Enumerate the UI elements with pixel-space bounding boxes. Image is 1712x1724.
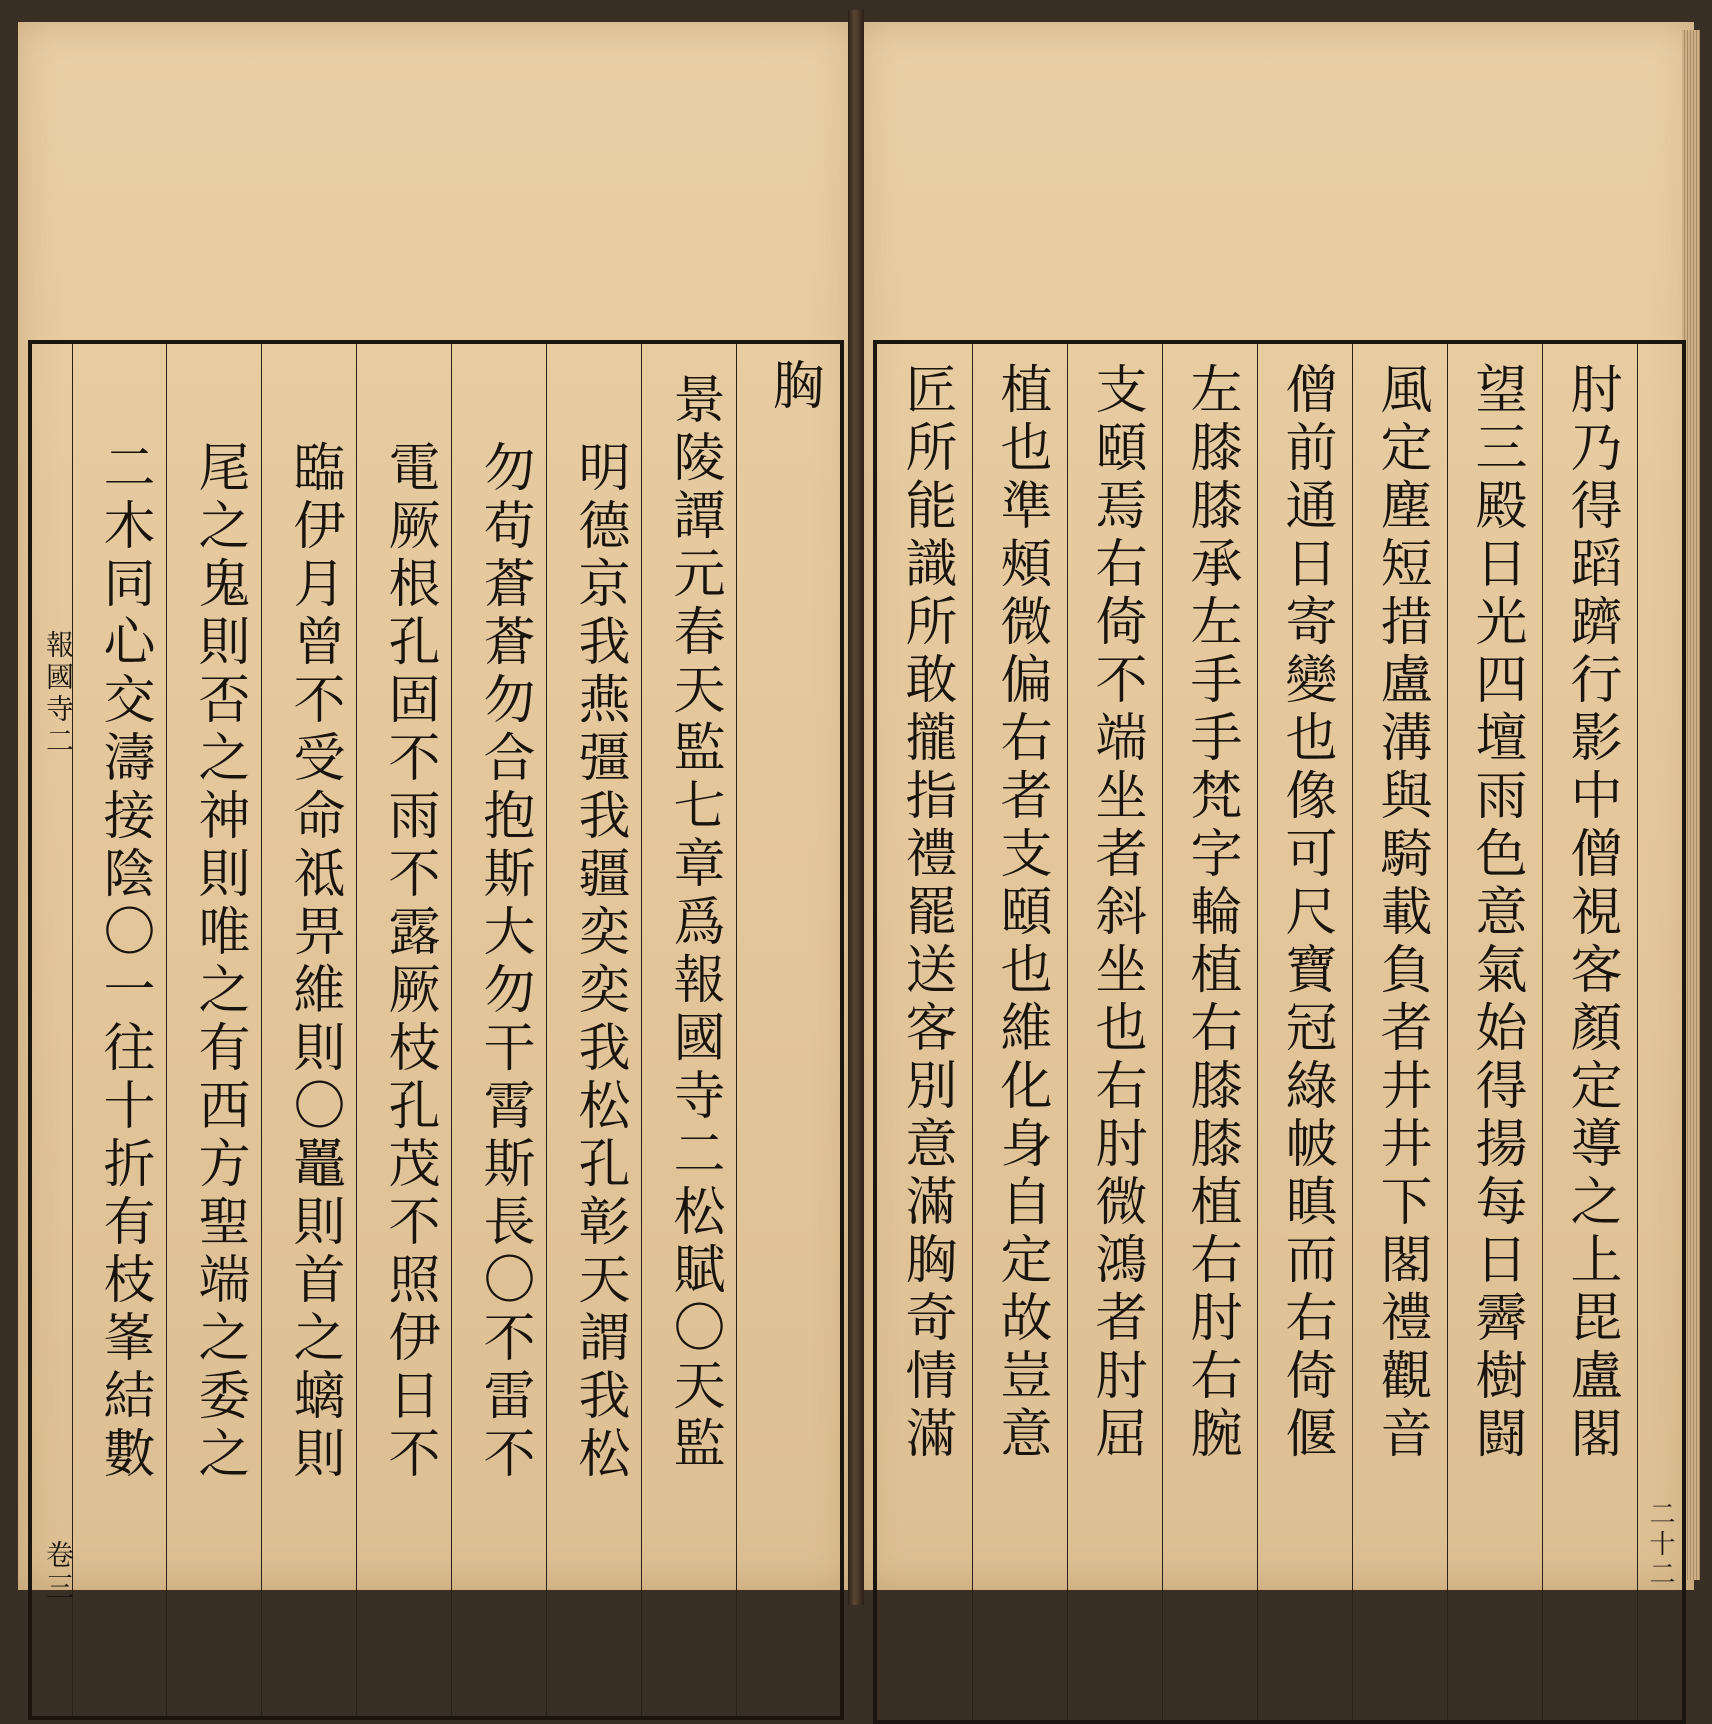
column-rule (356, 344, 357, 1716)
column-rule (641, 344, 642, 1716)
column-rule (166, 344, 167, 1716)
column-text: 望三殿日光四壇雨色意氣始得揚每日霽樹闘 (1466, 362, 1526, 1464)
column-rule (1067, 344, 1068, 1720)
column-text: 明德京我燕彊我疆奕奕我松孔彰天謂我松 (569, 440, 629, 1484)
column-text: 臨伊月曾不受命祗畀維則〇鼉則首之螭則 (284, 440, 344, 1484)
column-rule (736, 344, 737, 1716)
margin-title: 報國寺二 (42, 630, 75, 758)
column-rule (72, 344, 73, 1716)
column-rule (1257, 344, 1258, 1720)
column-text: 僧前通日寄變也像可尺寶冠綠帔瞋而右倚偃 (1276, 362, 1336, 1464)
header-rule (1640, 340, 1680, 344)
column-text: 肘乃得蹈躋行影中僧視客顏定導之上毘盧閣 (1561, 362, 1621, 1464)
column-text: 左膝膝承左手手梵字輪植右膝膝植右肘右腕 (1181, 362, 1241, 1464)
column-rule (546, 344, 547, 1716)
column-rule (1447, 344, 1448, 1720)
margin-volume: 卷三 (42, 1540, 75, 1604)
column-text: 勿苟蒼蒼勿合抱斯大勿干霄斯長〇不雷不 (474, 440, 534, 1484)
column-text: 景陵譚元春天監七章爲報國寺二松賦〇天監 (664, 372, 724, 1474)
column-rule (1352, 344, 1353, 1720)
column-text: 胸 (763, 358, 823, 410)
column-rule (451, 344, 452, 1716)
column-text: 風定塵短措盧溝與騎載負者井井下閣禮觀音 (1371, 362, 1431, 1464)
column-rule (1162, 344, 1163, 1720)
column-rule (1637, 344, 1638, 1720)
column-text: 電厥根孔固不雨不露厥枝孔茂不照伊日不 (379, 440, 439, 1484)
column-text: 植也準頰微偏右者支頤也維化身自定故豈意 (991, 362, 1051, 1464)
column-rule (972, 344, 973, 1720)
column-text: 尾之鬼則否之神則唯之有西方聖端之委之 (189, 440, 249, 1484)
book-gutter (848, 10, 864, 1605)
page-number: 二十二 (1645, 1500, 1675, 1590)
column-text: 匠所能識所敢攏指禮罷送客別意滿胸奇情滿 (896, 362, 956, 1464)
column-text: 二木同心交濤接陰〇一往十折有枝峯結數 (94, 440, 154, 1484)
column-text: 支頤焉右倚不端坐者斜坐也右肘微鴻者肘屈 (1086, 362, 1146, 1464)
column-rule (261, 344, 262, 1716)
column-rule (1542, 344, 1543, 1720)
